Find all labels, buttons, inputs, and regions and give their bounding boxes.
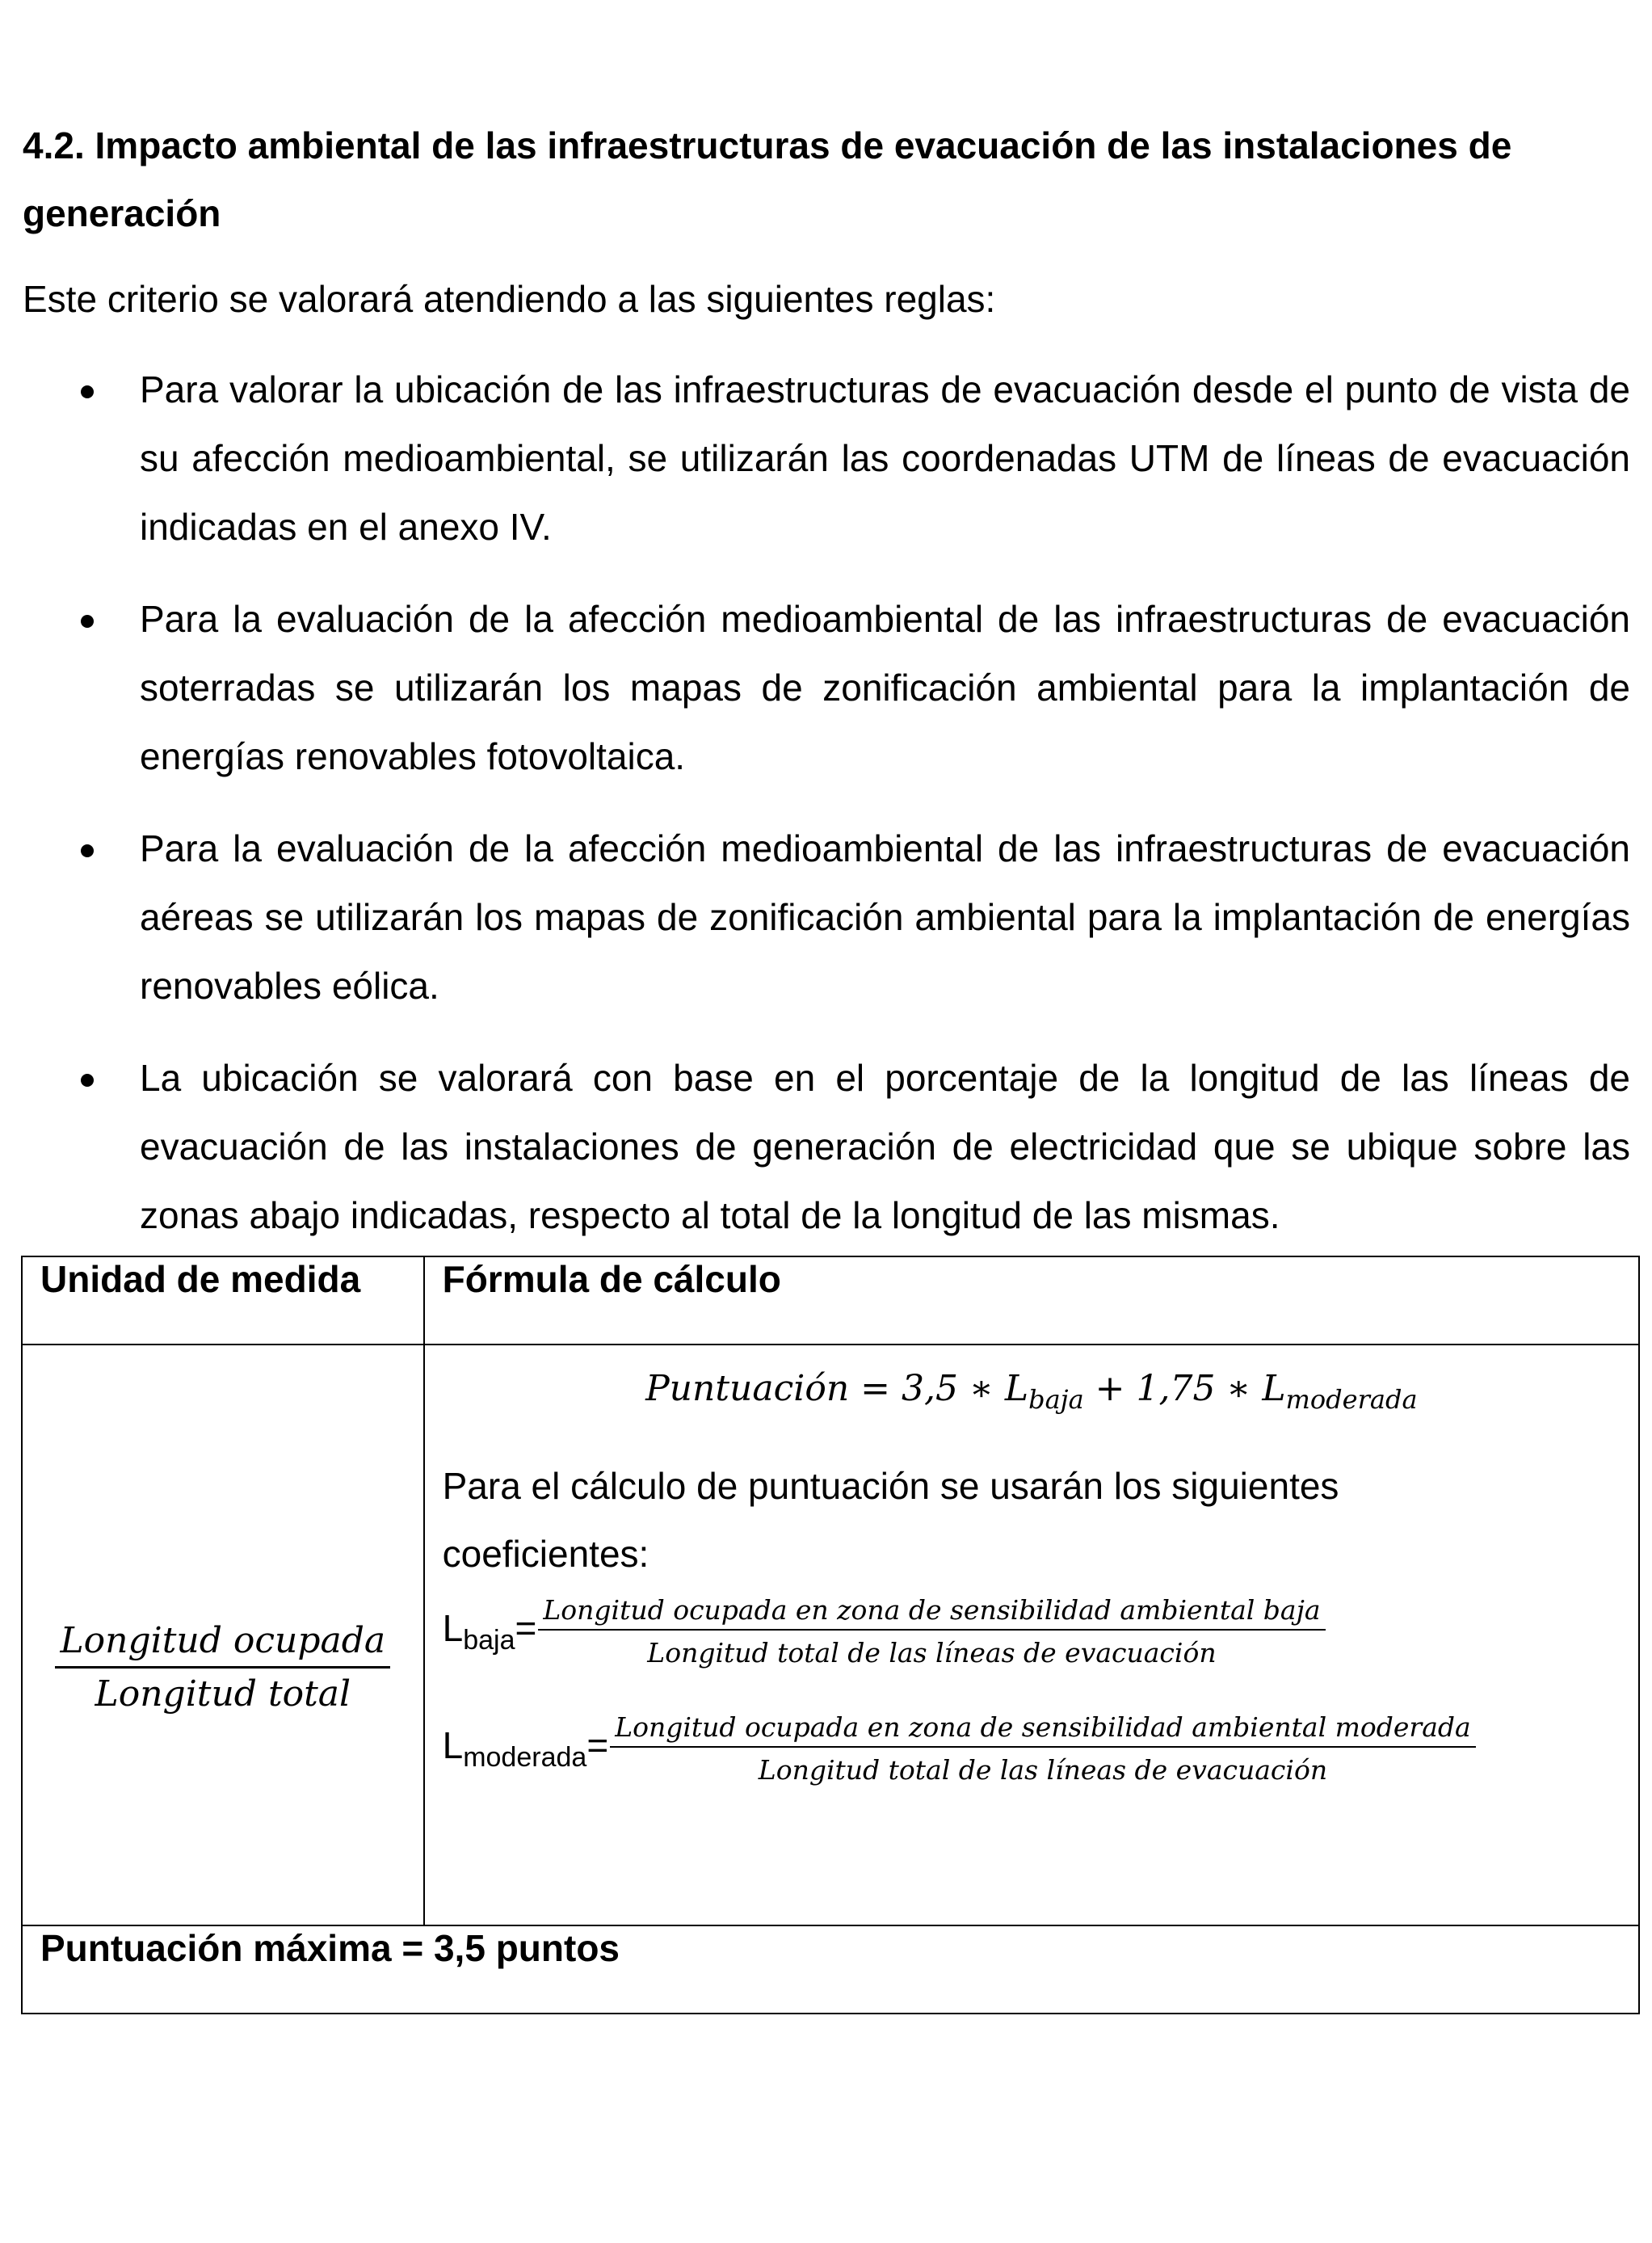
table-footer-row bbox=[22, 1925, 1639, 2014]
unit-denominator: Longitud total bbox=[95, 1673, 351, 1715]
bullet-icon bbox=[81, 385, 94, 398]
rules-list bbox=[23, 356, 1630, 1273]
bullet-icon bbox=[81, 844, 94, 857]
header-unit: Unidad de medida bbox=[22, 1256, 424, 1345]
intro-text: Este criterio se valorará atendiendo a las siguientes reglas: bbox=[23, 278, 996, 320]
header-formula: Fórmula de cálculo bbox=[424, 1256, 1639, 1345]
unit-cell bbox=[22, 1345, 424, 1925]
formula-cell bbox=[424, 1345, 1639, 1925]
table-body-row bbox=[22, 1345, 1639, 1925]
list-item: La ubicación se valorará con base en el porcentaje de la longitud de las líneas de evacuación de las instalaciones de generación de electricidad que se ubique sobre las zonas abajo indicadas, respecto al total de la longitud de las mismas. bbox=[23, 1044, 1630, 1250]
coef-baja: $L_{baja}=$ $\frac{\text{Longitud ocupada en zona de sensibilidad ambiental baja}}{\text{Longitud total de las líneas de evacuación}}$ bbox=[443, 1594, 1326, 1669]
list-item: Para la evaluación de la afección medioambiental de las infraestructuras de evacuación aéreas se utilizarán los mapas de zonificación ambiental para la implantación de energías renovables eólica. bbox=[23, 814, 1630, 1021]
unit-numerator: Longitud ocupada bbox=[55, 1620, 390, 1669]
score-formula: Puntuación = 3,5 ∗ $L_{baja} + 1,75$ ∗ $L_{moderada}$ bbox=[645, 1368, 1418, 1415]
coef-moderada: $L_{moderada}=$ $\frac{\text{Longitud ocupada en zona de sensibilidad ambiental moderada}}{\text{Longitud total de las líneas de evacuación}}$ bbox=[443, 1711, 1476, 1786]
list-item: Para la evaluación de la afección medioambiental de las infraestructuras de evacuación soterradas se utilizarán los mapas de zonificación ambiental para la implantación de energías renovables fotovoltaica. bbox=[23, 585, 1630, 791]
table-header-row bbox=[22, 1256, 1639, 1345]
section-title: 4.2. Impacto ambiental de las infraestructuras de evacuación de las instalaciones de generación bbox=[23, 124, 1512, 234]
coefficients-text: Para el cálculo de puntuación se usarán los siguientes coeficientes: bbox=[442, 1465, 1339, 1575]
list-item: Para valorar la ubicación de las infraestructuras de evacuación desde el punto de vista de su afección medioambiental, se utilizarán las coordenadas UTM de líneas de evacuación indicadas en el anexo IV. bbox=[23, 356, 1630, 562]
bullet-icon bbox=[81, 615, 94, 628]
max-score: Puntuación máxima = 3,5 puntos bbox=[22, 1925, 1639, 2014]
bullet-icon bbox=[81, 1074, 94, 1087]
criteria-table bbox=[21, 1256, 1640, 2014]
unit-fraction bbox=[23, 1620, 423, 1715]
